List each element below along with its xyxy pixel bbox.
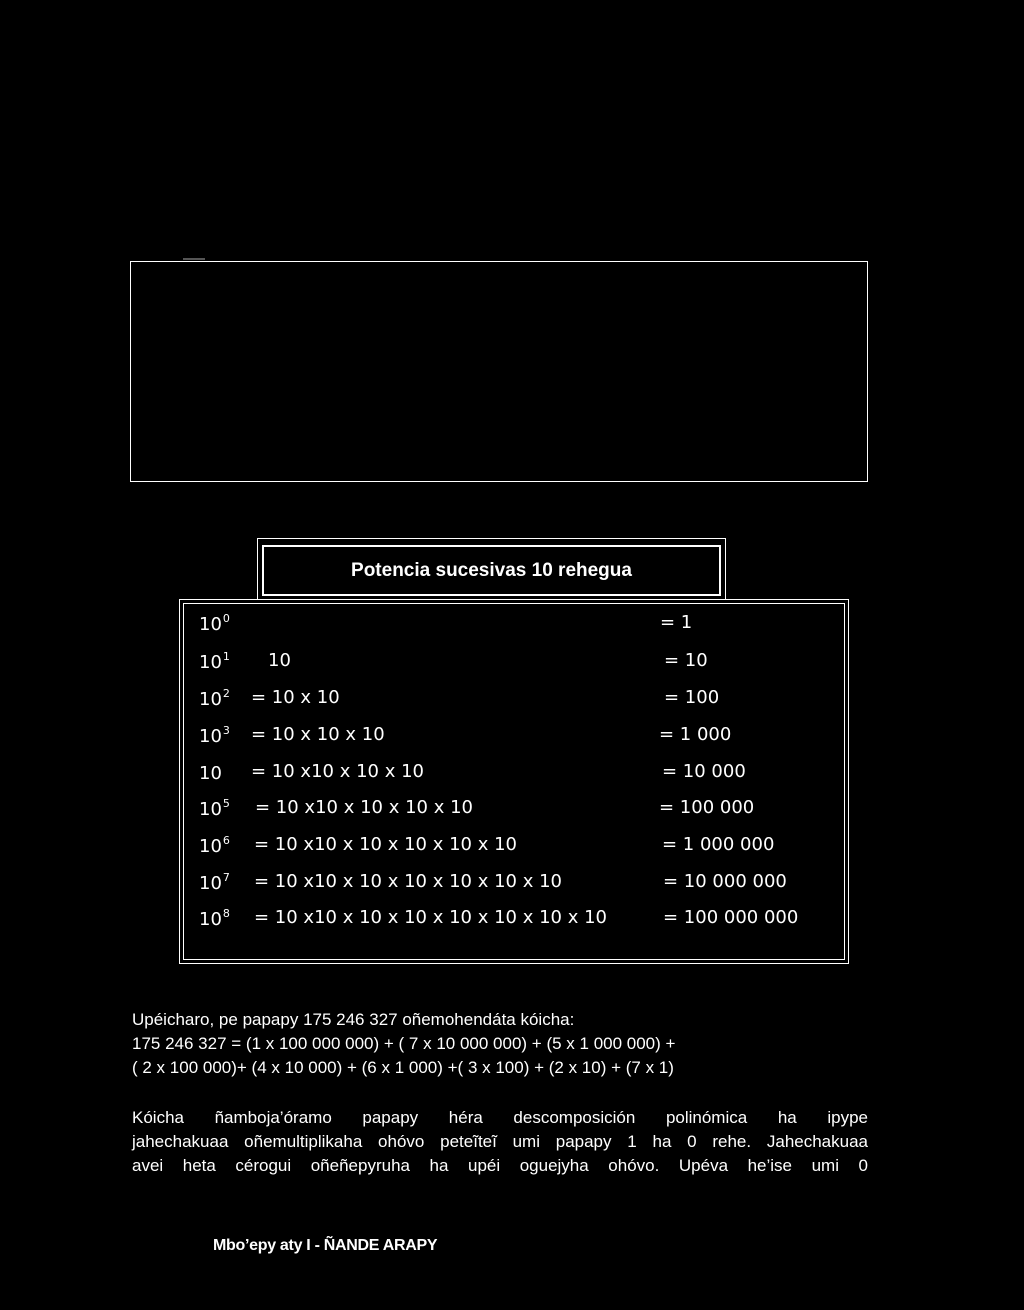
power-expansion: = 10 x10 x 10 x 10: [251, 761, 424, 782]
power-result: = 10 000: [662, 761, 746, 782]
power-base: [199, 724, 230, 747]
footer-title: Mbo’epy aty I - ÑANDE ARAPY: [213, 1237, 438, 1254]
power-expansion: = 10 x10 x 10 x 10 x 10 x 10 x 10: [254, 871, 562, 892]
power-base: [199, 650, 230, 673]
power-result: = 1 000: [659, 724, 732, 745]
power-base-number: 10: [199, 836, 222, 857]
power-exponent: 1: [222, 650, 230, 663]
empty-frame: [130, 261, 868, 482]
power-expansion: = 10 x10 x 10 x 10 x 10: [255, 797, 473, 818]
power-base: [199, 871, 230, 894]
power-result: = 100: [664, 687, 720, 708]
example-line: Upéicharo, pe papapy 175 246 327 oñemohendáta kóicha:: [132, 1010, 575, 1029]
power-base-number: 10: [199, 799, 222, 820]
explanation-line: avei heta cérogui oñeñepyruha ha upéi oguejyha ohóvo. Upéva he’ise umi 0: [132, 1156, 868, 1175]
power-exponent: 7: [222, 871, 230, 884]
power-expansion: = 10 x10 x 10 x 10 x 10 x 10 x 10 x 10: [254, 907, 607, 928]
power-result: = 100 000: [659, 797, 755, 818]
power-base-number: 10: [199, 909, 222, 930]
power-exponent: 3: [222, 724, 230, 737]
power-base: [199, 761, 223, 784]
power-base-number: 10: [199, 689, 222, 710]
power-expansion: 10: [268, 650, 291, 671]
power-exponent: 0: [222, 612, 230, 625]
power-result: = 1 000 000: [662, 834, 775, 855]
power-base-number: 10: [199, 652, 222, 673]
power-exponent: 6: [222, 834, 230, 847]
power-result: = 10: [664, 650, 708, 671]
power-exponent: 5: [222, 797, 230, 810]
power-base-number: 10: [199, 726, 222, 747]
power-exponent: 8: [222, 907, 230, 920]
power-exponent: 2: [222, 687, 230, 700]
power-base-number: 10: [199, 614, 222, 635]
power-result: = 1: [660, 612, 693, 633]
power-result: = 10 000 000: [663, 871, 787, 892]
power-base: [199, 834, 230, 857]
power-base: [199, 797, 230, 820]
explanation-line: Kóicha ñamboja’óramo papapy héra descomposición polinómica ha ipype: [132, 1108, 868, 1127]
decorative-tick: [183, 258, 205, 260]
explanation-line: jahechakuaa oñemultiplikaha ohóvo peteĩteĩ umi papapy 1 ha 0 rehe. Jahechakuaa: [132, 1132, 868, 1151]
example-line: ( 2 x 100 000)+ (4 x 10 000) + (6 x 1 000) +( 3 x 100) + (2 x 10) + (7 x 1): [132, 1058, 674, 1077]
power-expansion: = 10 x 10: [251, 687, 340, 708]
power-base-number: 10: [199, 763, 222, 784]
power-result: = 100 000 000: [663, 907, 799, 928]
example-paragraph: [132, 1008, 868, 1080]
table-title: Potencia sucesivas 10 rehegua: [262, 545, 721, 596]
table-title-frame: [257, 538, 726, 600]
example-line: 175 246 327 = (1 x 100 000 000) + ( 7 x 10 000 000) + (5 x 1 000 000) +: [132, 1034, 676, 1053]
power-base: [199, 612, 230, 635]
power-base: [199, 687, 230, 710]
power-base-number: 10: [199, 873, 222, 894]
power-expansion: = 10 x 10 x 10: [251, 724, 385, 745]
power-expansion: = 10 x10 x 10 x 10 x 10 x 10: [254, 834, 517, 855]
explanation-paragraph: [132, 1106, 868, 1178]
power-base: [199, 907, 230, 930]
